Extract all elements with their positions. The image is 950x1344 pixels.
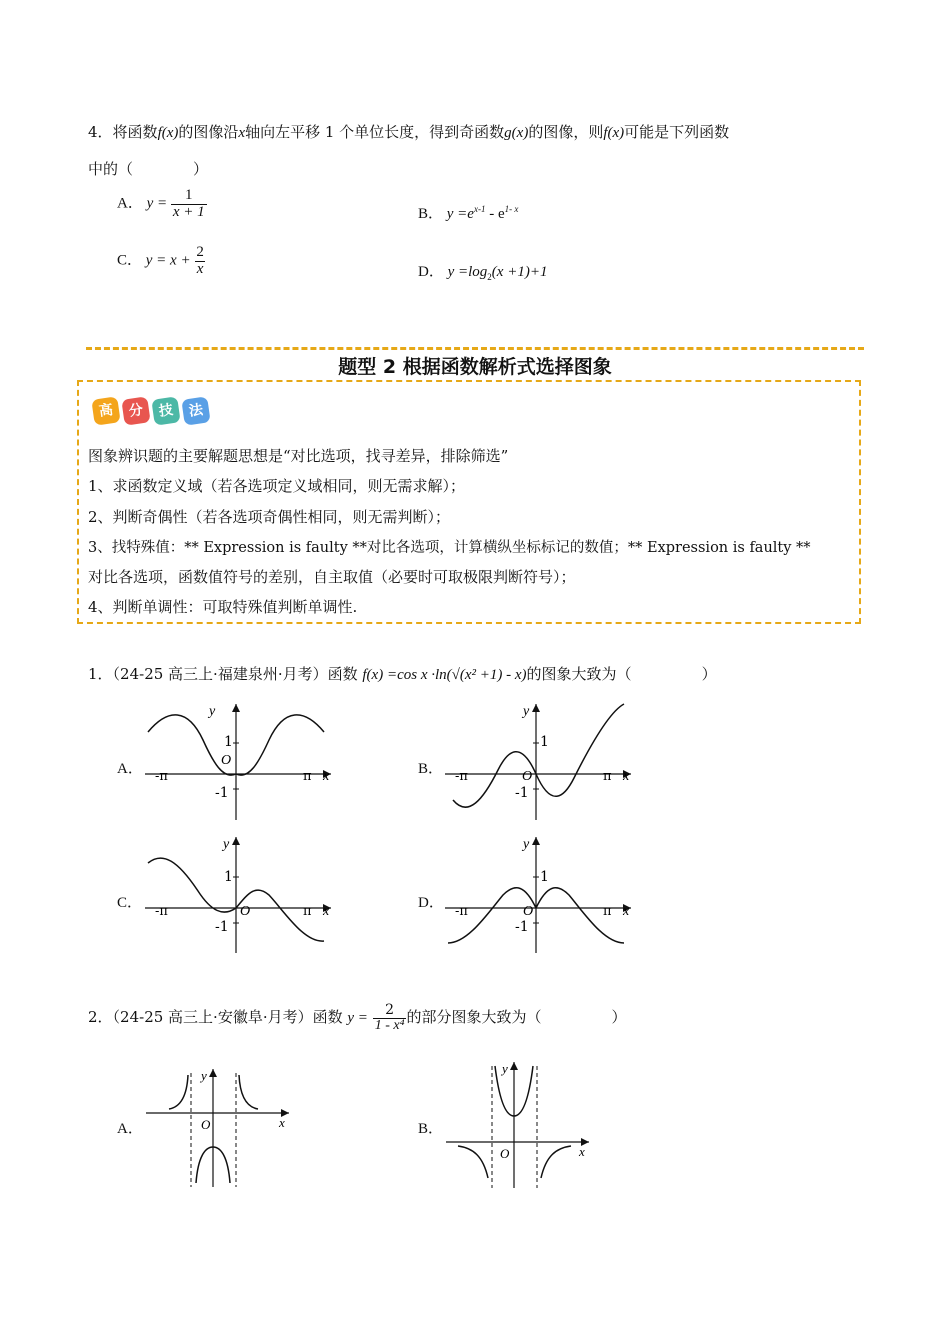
q2-graph-b[interactable] [443, 1058, 593, 1197]
svg-text:x: x [279, 1115, 285, 1130]
y-axis-arrow [232, 704, 240, 712]
tips-line-5: 4、判断单调性：可取特殊值判断单调性. [88, 598, 358, 616]
badge-fen: 分 [121, 396, 150, 425]
section-divider [86, 347, 864, 350]
tick-neg-pi: -π [155, 769, 168, 784]
tick-pi: π [303, 769, 312, 784]
tick-1: 1 [224, 734, 233, 750]
svg-text:y: y [223, 837, 230, 852]
svg-text:x: x [579, 1144, 585, 1159]
svg-text:1: 1 [224, 869, 233, 885]
curve [453, 704, 624, 807]
svg-text:π: π [603, 904, 612, 919]
q2-label-a[interactable]: A． [117, 1121, 143, 1137]
q1-label-a[interactable]: A． [117, 761, 143, 777]
q4-option-b[interactable]: B． $y =e^{x-1} - e^{1- x}$ [418, 204, 519, 222]
svg-text:1: 1 [540, 734, 549, 750]
svg-text:-1: -1 [215, 919, 229, 935]
svg-text:π: π [303, 904, 312, 919]
tips-badge-group [93, 398, 213, 424]
q1-label-b[interactable]: B． [418, 761, 444, 777]
q4-option-d[interactable]: D． $y =\log_2(x +1)+1$ [418, 264, 548, 282]
badge-gao: 高 [91, 396, 120, 425]
svg-text:-π: -π [455, 769, 468, 784]
svg-text:x: x [623, 904, 630, 919]
q1-graph-a[interactable] [143, 700, 333, 829]
svg-text:y: y [201, 1068, 207, 1083]
svg-text:O: O [201, 1117, 211, 1132]
tips-line-3: 3、找特殊值：** Expression is faulty **对比各选项，计算横纵坐标标记的数值；** Expression is faulty ** [88, 540, 811, 556]
tips-line-2: 2、判断奇偶性（若各选项奇偶性相同，则无需判断）； [88, 508, 451, 526]
svg-text:O: O [500, 1146, 510, 1161]
q1-label-d[interactable]: D． [418, 895, 444, 911]
svg-text:y: y [523, 837, 530, 852]
svg-text:-1: -1 [515, 785, 529, 801]
q1-graph-d[interactable] [443, 833, 643, 962]
q4-option-c[interactable]: C． y = x + $\frac{2}{x}$ [117, 244, 204, 277]
q4-option-a[interactable]: A． y = $\frac{1}{x + 1}$ [117, 187, 205, 220]
svg-text:y: y [502, 1061, 508, 1076]
q1-label-c[interactable]: C． [117, 895, 143, 911]
svg-text:π: π [603, 769, 612, 784]
svg-text:-π: -π [455, 904, 468, 919]
section-title: 题型 2 根据函数解析式选择图象 [338, 356, 612, 378]
tick-neg1: -1 [215, 785, 229, 801]
y-label: y [209, 704, 216, 719]
tips-line-0: 图象辨识题的主要解题思想是“对比选项，找寻差异，排除筛选” [88, 447, 509, 465]
q1-graph-c[interactable] [143, 833, 333, 962]
svg-text:O: O [522, 769, 533, 784]
svg-text:O: O [523, 904, 534, 919]
svg-text:x: x [623, 769, 630, 784]
tips-line-4: 对比各选项，函数值符号的差别，自主取值（必要时可取极限判断符号）； [88, 568, 576, 586]
q1-graph-b[interactable] [443, 700, 643, 829]
q2-label-b[interactable]: B． [418, 1121, 444, 1137]
tips-line-1: 1、求函数定义域（若各选项定义域相同，则无需求解）； [88, 477, 466, 495]
tips-box [77, 380, 861, 624]
svg-text:-π: -π [155, 904, 168, 919]
svg-text:x: x [323, 904, 330, 919]
svg-text:1: 1 [540, 869, 549, 885]
svg-text:O: O [240, 904, 251, 919]
q4-line1: 4．将函数f(x)的图像沿x轴向左平移 1 个单位长度，得到奇函数g(x)的图像，则f(x)可能是下列函数 [88, 123, 730, 141]
badge-fa: 法 [181, 396, 210, 425]
badge-ji: 技 [151, 396, 180, 425]
x-label: x [323, 769, 330, 784]
svg-text:-1: -1 [515, 919, 529, 935]
q1-stem: 1．（24-25 高三上·福建泉州·月考）函数 f(x) =cos x ·ln(√(x² +1) - x)的图象大致为（ ） [88, 665, 717, 683]
q2-graph-a[interactable] [143, 1065, 293, 1194]
svg-text:y: y [523, 704, 530, 719]
q4-line2: 中的（ ） [88, 160, 209, 178]
origin-label: O [221, 753, 232, 768]
q2-stem: 2．（24-25 高三上·安徽阜·月考）函数 y = $\frac{2}{\text{1 - x⁴}}$ 的部分图象大致为（ ） [88, 1002, 627, 1033]
